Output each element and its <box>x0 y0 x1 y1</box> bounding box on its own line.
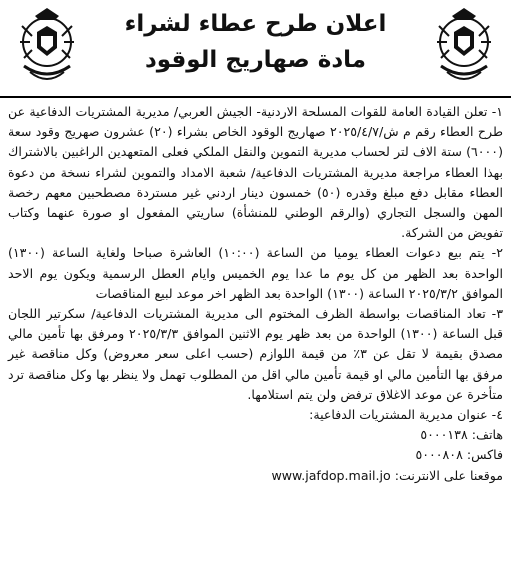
announcement-title <box>100 6 411 78</box>
armed-forces-emblem-icon <box>10 6 84 88</box>
title-line-2: مادة صهاريج الوقود <box>145 47 366 73</box>
contact-heading: ٤- عنوان مديرية المشتريات الدفاعية: <box>309 407 503 423</box>
contact-fax: فاكس: ٥٠٠٠٨٠٨ <box>415 447 503 463</box>
paragraph-2: ٢- يتم بيع دعوات العطاء يوميا من الساعة (١٠:٠٠) العاشرة صباحا ولغاية الساعة (١٣٠٠) الواحدة بعد الظهر من كل يوم ما عدا يوم الخميس وايام العطل الرسمية ويكون يوم الاحد الموافق ٢٠٢٥/٣/٢ الساعة (١٣٠٠) الواحدة بعد الظهر اخر موعد لبيع المناقصات <box>8 245 503 301</box>
paragraph-1: ١- تعلن القيادة العامة للقوات المسلحة الاردنية- الجيش العربي/ مديرية المشتريات الدفاعية عن طرح العطاء رقم م ش/٢٠٢٥/٤/٧ صهاريج الوقود الخاص بشراء (٢٠) عشرون صهريج وقود سعة (٦٠٠٠) ستة الاف لتر لحساب مديرية التموين والنقل الملكي فعلى المتعهدين الراغبين بالاشتراك بهذا العطاء مراجعة مديرية المشتريات الدفاعية/ شعبة الامداد والتموين لشراء نسخة من دعوة العطاء مقابل دفع مبلغ وقدره (٥٠) خمسون دينار اردني غير مستردة مصطحبين معهم رخصة المهن والسجل التجاري (والرقم الوطني للمنشأة) ساريتي المفعول او صورة عنهما وكتاب تفويض من الشركة. <box>8 104 503 241</box>
website-link[interactable]: www.jafdop.mail.jo <box>271 467 391 483</box>
website-label: موقعنا على الانترنت: <box>394 467 503 483</box>
paragraph-3: ٣- تعاد المناقصات بواسطة الظرف المختوم الى مديرية المشتريات الدفاعية/ سكرتير اللجان قبل الساعة (١٣٠٠) الواحدة من بعد ظهر يوم الاثنين الموافق ٢٠٢٥/٣/٣ ومرفق بها تأمين مالي مصدق بقيمة لا تقل عن ٣٪ من قيمة اللوازم (حسب اعلى سعر معروض) وكل مناقصة غير مرفق بها التأمين مالي او قيمة تأمين مالي اقل من المطلوب تهمل ولا ينظر بها وكل مناقصة ترد متأخرة عن موعد الاغلاق ترفض ولن يتم استلامها. <box>8 306 504 402</box>
announcement-header <box>0 0 511 98</box>
title-line-1: اعلان طرح عطاء لشراء <box>124 11 387 37</box>
contact-phone: هاتف: ٥٠٠٠١٣٨ <box>420 427 503 443</box>
contact-website <box>8 466 503 486</box>
announcement-body <box>0 98 511 486</box>
armed-forces-emblem-icon <box>427 6 501 88</box>
